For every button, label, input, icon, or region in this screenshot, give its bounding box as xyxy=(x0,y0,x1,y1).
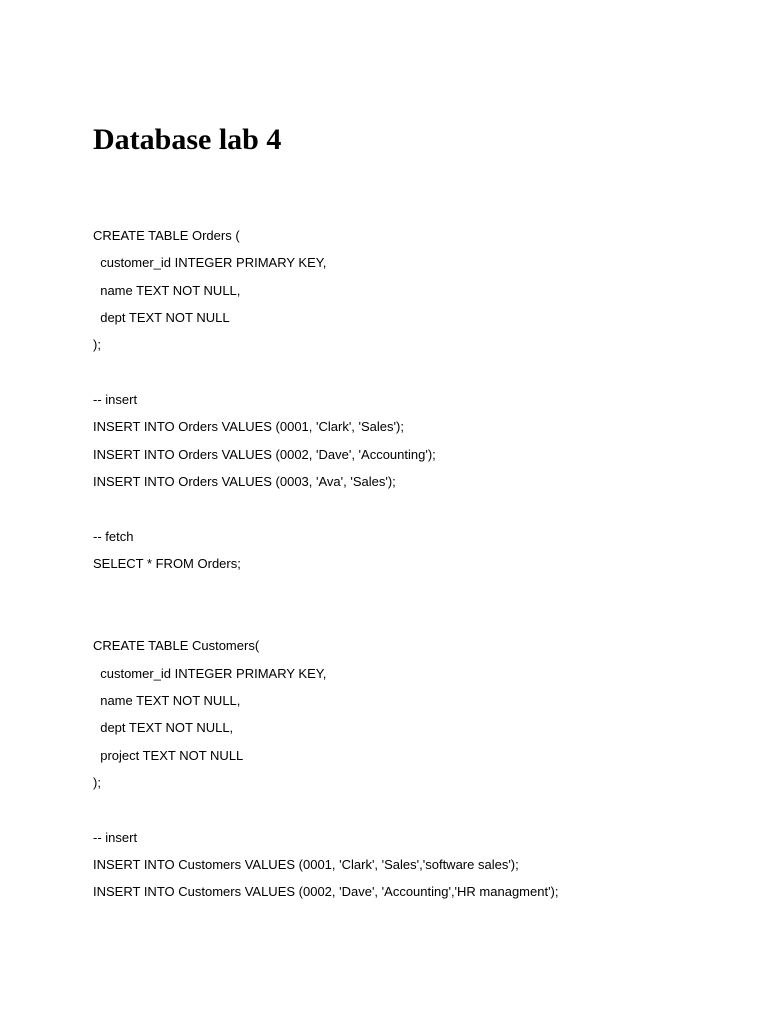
text-line: INSERT INTO Customers VALUES (0002, 'Dave', 'Accounting','HR managment'); xyxy=(93,884,559,900)
document-title: Database lab 4 xyxy=(93,123,282,156)
comment-line: -- insert xyxy=(93,829,138,845)
text-line: customer_id INTEGER PRIMARY KEY, xyxy=(93,255,327,271)
blank-line xyxy=(93,495,733,522)
text-line: ); xyxy=(93,337,101,353)
blank-line xyxy=(93,605,733,632)
text-line: dept TEXT NOT NULL, xyxy=(93,720,234,736)
text-line: INSERT INTO Orders VALUES (0003, 'Ava', 'Sales'); xyxy=(93,474,396,490)
text-line: CREATE TABLE Orders ( xyxy=(93,228,240,243)
blank-line xyxy=(93,577,733,604)
text-line: ); xyxy=(93,774,101,790)
blank-line xyxy=(93,359,733,386)
text-line: name TEXT NOT NULL, xyxy=(93,692,241,708)
comment-line: -- insert xyxy=(93,392,138,408)
document-body xyxy=(93,222,733,906)
text-line: customer_id INTEGER PRIMARY KEY, xyxy=(93,665,327,681)
text-line: SELECT * FROM Orders; xyxy=(93,556,241,572)
text-line: name TEXT NOT NULL, xyxy=(93,282,241,298)
text-line: CREATE TABLE Customers( xyxy=(93,638,260,654)
text-line: INSERT INTO Orders VALUES (0001, 'Clark', 'Sales'); xyxy=(93,419,404,435)
blank-line xyxy=(93,796,733,823)
text-line: INSERT INTO Orders VALUES (0002, 'Dave', 'Accounting'); xyxy=(93,446,436,462)
text-line: dept TEXT NOT NULL xyxy=(93,310,230,326)
comment-line: -- fetch xyxy=(93,528,134,544)
text-line: project TEXT NOT NULL xyxy=(93,747,244,763)
text-line: INSERT INTO Customers VALUES (0001, 'Clark', 'Sales','software sales'); xyxy=(93,856,519,872)
